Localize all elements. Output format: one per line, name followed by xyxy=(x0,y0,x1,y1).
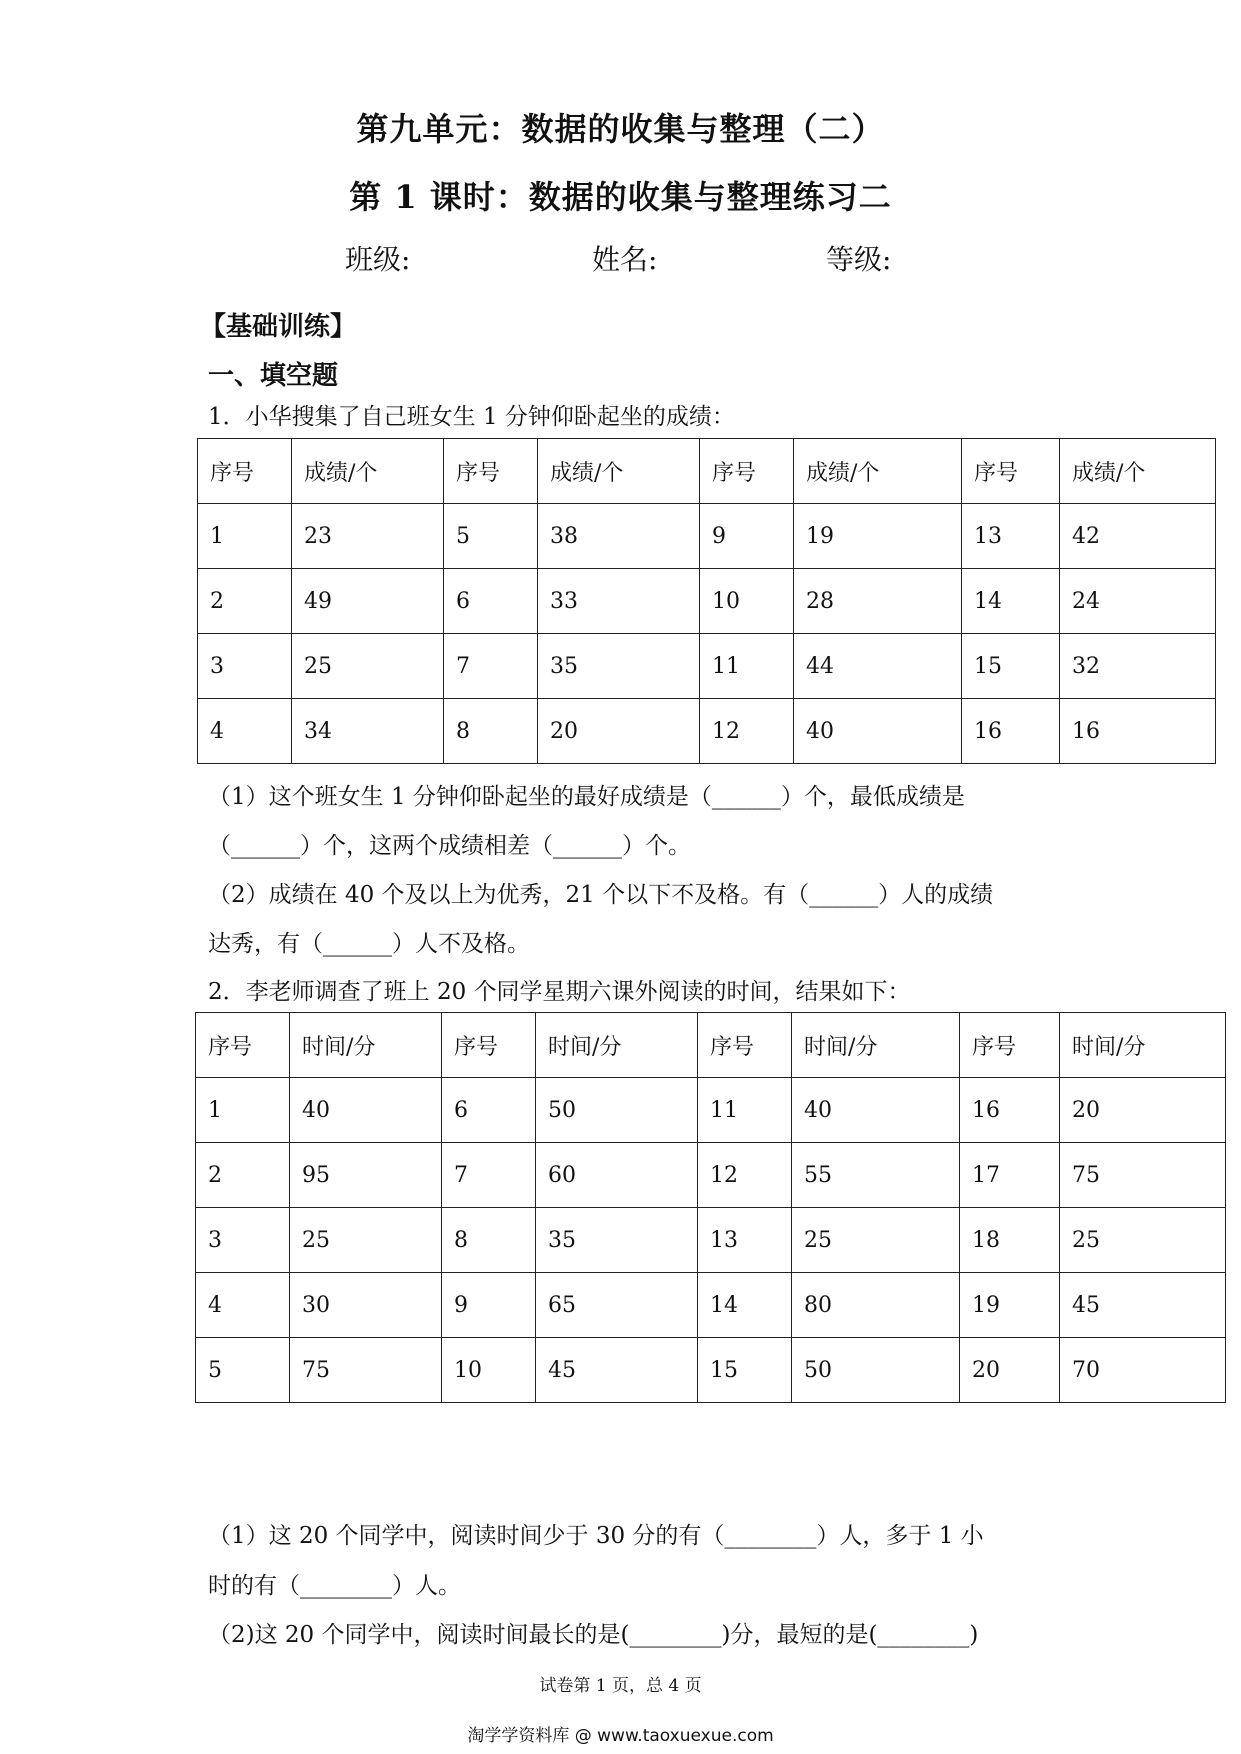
table-cell: 40 xyxy=(794,699,962,764)
q1-score-table xyxy=(197,438,1216,764)
table-row xyxy=(196,1078,1226,1143)
table-header-cell: 时间/分 xyxy=(536,1013,698,1078)
table-cell: 19 xyxy=(960,1273,1060,1338)
table-cell: 13 xyxy=(962,504,1060,569)
table-cell: 7 xyxy=(442,1143,536,1208)
table-cell: 20 xyxy=(1060,1078,1226,1143)
table-cell: 45 xyxy=(1060,1273,1226,1338)
grade-label: 等级: xyxy=(826,243,892,276)
q2-sub1-line1: （1）这 20 个同学中，阅读时间少于 30 分的有（________）人，多于 1 小 xyxy=(208,1523,984,1549)
table-cell: 19 xyxy=(794,504,962,569)
table-cell: 6 xyxy=(444,569,538,634)
table-cell: 16 xyxy=(1060,699,1216,764)
table-row xyxy=(198,634,1216,699)
table-cell: 35 xyxy=(536,1208,698,1273)
table-cell: 7 xyxy=(444,634,538,699)
table-header-cell: 序号 xyxy=(196,1013,290,1078)
table-cell: 12 xyxy=(700,699,794,764)
table-cell: 35 xyxy=(538,634,700,699)
table-cell: 40 xyxy=(290,1078,442,1143)
table-cell: 24 xyxy=(1060,569,1216,634)
table-cell: 15 xyxy=(962,634,1060,699)
table-header-cell: 序号 xyxy=(700,439,794,504)
table-cell: 18 xyxy=(960,1208,1060,1273)
table-cell: 25 xyxy=(292,634,444,699)
table-cell: 23 xyxy=(292,504,444,569)
q1-sub1-line1: （1）这个班女生 1 分钟仰卧起坐的最好成绩是（______）个，最低成绩是 xyxy=(208,784,965,810)
table-cell: 10 xyxy=(700,569,794,634)
q1-header-row xyxy=(198,439,1216,504)
q2-sub2-line1: （2)这 20 个同学中，阅读时间最长的是(________)分，最短的是(________) xyxy=(208,1622,979,1648)
table-header-cell: 成绩/个 xyxy=(538,439,700,504)
table-cell: 10 xyxy=(442,1338,536,1403)
table-cell: 44 xyxy=(794,634,962,699)
table-cell: 14 xyxy=(698,1273,792,1338)
table-cell: 33 xyxy=(538,569,700,634)
table-cell: 15 xyxy=(698,1338,792,1403)
table-cell: 28 xyxy=(794,569,962,634)
q1-sub1-line2: （______）个，这两个成绩相差（______）个。 xyxy=(208,833,691,859)
table-cell: 65 xyxy=(536,1273,698,1338)
table-cell: 60 xyxy=(536,1143,698,1208)
table-row xyxy=(198,504,1216,569)
table-cell: 75 xyxy=(1060,1143,1226,1208)
table-row xyxy=(196,1208,1226,1273)
q1-table-body xyxy=(198,439,1216,764)
table-cell: 8 xyxy=(444,699,538,764)
q2-time-table xyxy=(195,1012,1226,1403)
table-cell: 1 xyxy=(196,1078,290,1143)
table-cell: 70 xyxy=(1060,1338,1226,1403)
table-cell: 40 xyxy=(792,1078,960,1143)
table-header-cell: 序号 xyxy=(960,1013,1060,1078)
table-header-cell: 成绩/个 xyxy=(1060,439,1216,504)
q2-header-row xyxy=(196,1013,1226,1078)
q1-prompt: 1．小华搜集了自己班女生 1 分钟仰卧起坐的成绩： xyxy=(208,404,735,430)
table-cell: 25 xyxy=(792,1208,960,1273)
table-cell: 16 xyxy=(960,1078,1060,1143)
table-cell: 45 xyxy=(536,1338,698,1403)
watermark-brand: 淘学学资料库 @ www.taoxuexue.com xyxy=(467,1726,774,1746)
q1-sub2-line1: （2）成绩在 40 个及以上为优秀，21 个以下不及格。有（______）人的成绩 xyxy=(208,882,994,908)
table-header-cell: 序号 xyxy=(698,1013,792,1078)
table-header-cell: 序号 xyxy=(962,439,1060,504)
table-header-cell: 成绩/个 xyxy=(794,439,962,504)
table-cell: 4 xyxy=(196,1273,290,1338)
table-cell: 4 xyxy=(198,699,292,764)
table-row xyxy=(196,1273,1226,1338)
table-cell: 2 xyxy=(196,1143,290,1208)
unit-title: 第九单元：数据的收集与整理（二） xyxy=(356,110,885,148)
table-cell: 42 xyxy=(1060,504,1216,569)
table-cell: 16 xyxy=(962,699,1060,764)
table-cell: 13 xyxy=(698,1208,792,1273)
table-cell: 80 xyxy=(792,1273,960,1338)
table-cell: 30 xyxy=(290,1273,442,1338)
table-cell: 14 xyxy=(962,569,1060,634)
table-header-cell: 成绩/个 xyxy=(292,439,444,504)
table-cell: 55 xyxy=(792,1143,960,1208)
table-cell: 34 xyxy=(292,699,444,764)
q2-prompt: 2．李老师调查了班上 20 个同学星期六课外阅读的时间，结果如下： xyxy=(208,979,911,1005)
table-header-cell: 时间/分 xyxy=(290,1013,442,1078)
table-header-cell: 序号 xyxy=(442,1013,536,1078)
table-cell: 50 xyxy=(792,1338,960,1403)
table-cell: 50 xyxy=(536,1078,698,1143)
table-cell: 6 xyxy=(442,1078,536,1143)
table-cell: 9 xyxy=(700,504,794,569)
table-cell: 2 xyxy=(198,569,292,634)
table-cell: 38 xyxy=(538,504,700,569)
table-cell: 17 xyxy=(960,1143,1060,1208)
table-cell: 32 xyxy=(1060,634,1216,699)
page-number: 试卷第 1 页，总 4 页 xyxy=(539,1676,702,1696)
class-label: 班级: xyxy=(345,243,411,276)
table-header-cell: 序号 xyxy=(198,439,292,504)
name-label: 姓名: xyxy=(592,243,658,276)
table-header-cell: 时间/分 xyxy=(792,1013,960,1078)
table-header-cell: 序号 xyxy=(444,439,538,504)
table-cell: 20 xyxy=(538,699,700,764)
table-cell: 9 xyxy=(442,1273,536,1338)
q2-table-body xyxy=(196,1013,1226,1403)
table-cell: 5 xyxy=(444,504,538,569)
part-heading: 一、填空题 xyxy=(208,361,339,391)
table-cell: 75 xyxy=(290,1338,442,1403)
table-cell: 12 xyxy=(698,1143,792,1208)
table-cell: 49 xyxy=(292,569,444,634)
table-cell: 95 xyxy=(290,1143,442,1208)
table-cell: 3 xyxy=(196,1208,290,1273)
table-row xyxy=(196,1143,1226,1208)
lesson-title: 第 1 课时：数据的收集与整理练习二 xyxy=(349,178,892,216)
table-row xyxy=(198,569,1216,634)
table-cell: 5 xyxy=(196,1338,290,1403)
table-cell: 25 xyxy=(1060,1208,1226,1273)
table-cell: 20 xyxy=(960,1338,1060,1403)
table-cell: 25 xyxy=(290,1208,442,1273)
table-cell: 8 xyxy=(442,1208,536,1273)
table-header-cell: 时间/分 xyxy=(1060,1013,1226,1078)
table-cell: 11 xyxy=(698,1078,792,1143)
q1-sub2-line2: 达秀，有（______）人不及格。 xyxy=(208,931,530,957)
section-heading: 【基础训练】 xyxy=(200,312,357,342)
table-row xyxy=(198,699,1216,764)
table-row xyxy=(196,1338,1226,1403)
table-cell: 1 xyxy=(198,504,292,569)
q2-sub1-line2: 时的有（________）人。 xyxy=(208,1573,461,1599)
table-cell: 11 xyxy=(700,634,794,699)
table-cell: 3 xyxy=(198,634,292,699)
